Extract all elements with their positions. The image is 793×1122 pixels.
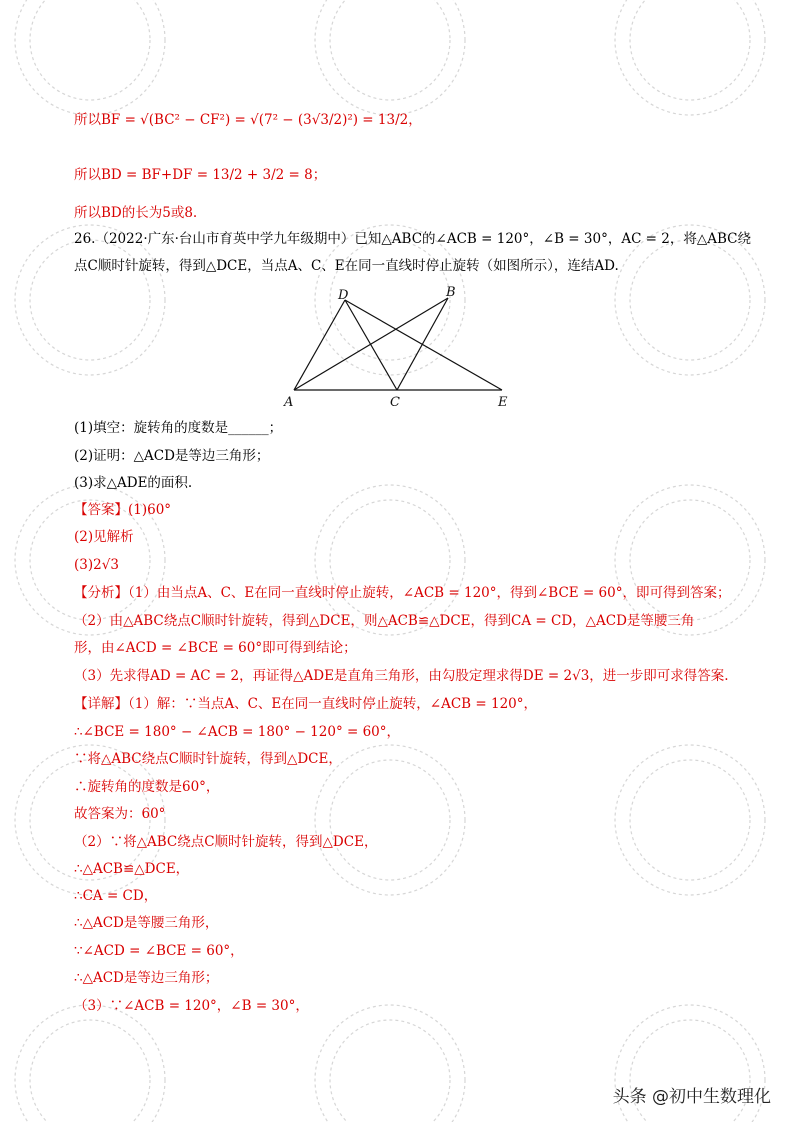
text-line-d5: 故答案为：60° — [74, 806, 166, 822]
line-content: （1）由当点A、C、E在同一直线时停止旋转，∠ACB = 120°，得到∠BCE = 60°，即可得到答案； — [128, 585, 731, 601]
text-line-p1: (1)填空：旋转角的度数是______； — [74, 420, 283, 436]
text-line-d2: ∴∠BCE = 180° − ∠ACB = 180° − 120° = 60°， — [74, 724, 401, 740]
watermark-ring — [630, 240, 750, 360]
text-line-bd: 所以BD = BF+DF = 13/2 + 3/2 = 8； — [74, 167, 327, 183]
text-line-bd-len: 所以BD的长为5或8. — [74, 205, 198, 221]
watermark-ring — [330, 760, 450, 880]
text-line-ans3: (3)2√3 — [74, 557, 119, 573]
section-tag: 【答案】 — [74, 502, 128, 518]
section-tag: 【详解】 — [74, 696, 128, 712]
watermark-ring — [630, 760, 750, 880]
watermark-ring — [315, 0, 465, 115]
watermark-ring — [30, 1020, 150, 1122]
point-label-D: D — [338, 288, 349, 303]
point-label-A: A — [284, 395, 294, 410]
text-line-p3: (3)求△ADE的面积. — [74, 475, 193, 491]
text-line-an1 — [74, 583, 730, 603]
text-line-d6: （2）∵将△ABC绕点C顺时针旋转，得到△DCE， — [74, 834, 378, 850]
text-line-d1 — [74, 694, 537, 714]
text-line-d10: ∵∠ACD = ∠BCE = 60°， — [74, 943, 244, 959]
text-line-an3: （3）先求得AD = AC = 2，再证得△ADE是直角三角形，由勾股定理求得DE = 2√3，进一步即可求得答案. — [74, 668, 729, 684]
watermark-ring — [330, 1020, 450, 1122]
text-line-ans2: (2)见解析 — [74, 529, 134, 545]
line-content: (1)60° — [128, 502, 172, 518]
text-line-d12: （3）∵∠ACB = 120°，∠B = 30°， — [74, 998, 309, 1014]
watermark-ring — [330, 0, 450, 100]
text-line-p2: (2)证明：△ACD是等边三角形； — [74, 448, 270, 464]
text-line-an2a: （2）由△ABC绕点C顺时针旋转，得到△DCE，则△ACB≌△DCE，得到CA = CD，△ACD是等腰三角 — [74, 613, 695, 629]
watermark-ring — [315, 1005, 465, 1122]
segment-CB — [397, 298, 448, 390]
text-line-q26a: 26.（2022·广东·台山市育英中学九年级期中）已知△ABC的∠ACB = 120°，∠B = 30°，AC = 2，将△ABC绕 — [74, 231, 752, 247]
text-line-d11: ∴△ACD是等边三角形； — [74, 970, 219, 986]
text-line-an2b: 形，由∠ACD = ∠BCE = 60°即可得到结论； — [74, 640, 357, 656]
watermark-ring — [30, 0, 150, 100]
footer-attribution: 头条 @初中生数理化 — [612, 1087, 771, 1107]
text-line-d9: ∴△ACD是等腰三角形， — [74, 915, 219, 931]
point-label-E: E — [498, 395, 508, 410]
segment-AD — [294, 300, 345, 390]
text-line-ans1 — [74, 500, 171, 520]
text-line-d4: ∴旋转角的度数是60°， — [74, 779, 220, 795]
text-line-q26b: 点C顺时针旋转，得到△DCE，当点A、C、E在同一直线时停止旋转（如图所示），连结AD. — [74, 258, 619, 274]
text-line-d8: ∴CA = CD， — [74, 888, 158, 904]
text-line-d3: ∵将△ABC绕点C顺时针旋转，得到△DCE， — [74, 751, 342, 767]
line-content: （1）解：∵当点A、C、E在同一直线时停止旋转，∠ACB = 120°， — [128, 696, 537, 712]
geometry-diagram — [280, 282, 520, 412]
watermark-ring — [615, 745, 765, 895]
point-label-C: C — [390, 395, 400, 410]
watermark-ring — [615, 0, 765, 115]
section-tag: 【分析】 — [74, 585, 128, 601]
point-label-B: B — [446, 285, 456, 300]
text-line-bf: 所以BF = √(BC² − CF²) = √(7² − (3√3/2)²) = 13/2， — [74, 112, 422, 128]
text-line-d7: ∴△ACB≌△DCE， — [74, 861, 190, 877]
watermark-ring — [630, 0, 750, 100]
segment-DC — [345, 300, 397, 390]
watermark-ring — [15, 1005, 165, 1122]
watermark-ring — [15, 0, 165, 115]
